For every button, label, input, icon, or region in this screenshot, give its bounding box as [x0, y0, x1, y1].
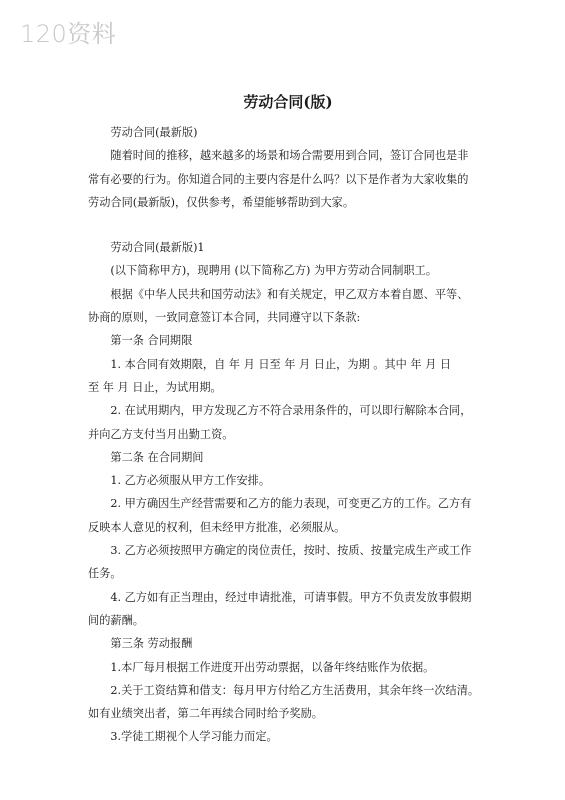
paragraph-line: (以下简称甲方)，现聘用 (以下简称乙方) 为甲方劳动合同制职工。 — [110, 264, 438, 278]
paragraph-line: 劳动合同(最新版)，仅供参考，希望能够帮助到大家。 — [88, 195, 355, 209]
paragraph-line: 反映本人意见的权利，但未经甲方批准，必须服从。 — [88, 520, 346, 534]
paragraph-line: 任务。 — [88, 567, 122, 581]
section-heading: 劳动合同(最新版)1 — [110, 241, 205, 255]
paragraph-line: 1. 乙方必须服从甲方工作安排。 — [110, 474, 271, 488]
paragraph-line: 随着时间的推移，越来越多的场景和场合需要用到合同，签订合同也是非 — [110, 149, 469, 163]
paragraph-line: 至 年 月 日止，为试用期。 — [88, 380, 222, 394]
paragraph-line: 协商的原则，一致同意签订本合同，共同遵守以下条款: — [88, 311, 361, 325]
paragraph-line: 1.本厂每月根据工作进度开出劳动票据，以备年终结账作为依据。 — [110, 660, 435, 674]
paragraph-line: 并向乙方支付当月出勤工资。 — [88, 427, 234, 441]
paragraph-line: 根据《中华人民共和国劳动法》和有关规定，甲乙双方本着自愿、平等、 — [110, 287, 469, 301]
paragraph-line: 常有必要的行为。你知道合同的主要内容是什么吗？以下是作者为大家收集的 — [88, 172, 469, 186]
paragraph-line: 2. 甲方确因生产经营需要和乙方的能力表现，可变更乙方的工作。乙方有 — [110, 497, 472, 511]
document-body — [88, 88, 488, 749]
article-heading: 第二条 在合同期间 — [110, 450, 204, 464]
paragraph-line: 间的薪酬。 — [88, 613, 144, 627]
paragraph-line: 2. 在试用期内，甲方发现乙方不符合录用条件的，可以即行解除本合同， — [110, 404, 472, 418]
paragraph-line: 3. 乙方必须按照甲方确定的岗位责任，按时、按质、按量完成生产或工作 — [110, 544, 472, 558]
article-heading: 第一条 合同期限 — [110, 334, 193, 348]
article-heading: 第三条 劳动报酬 — [110, 637, 193, 651]
paragraph-line: 4. 乙方如有正当理由，经过申请批准，可请事假。甲方不负责发放事假期 — [110, 590, 472, 604]
paragraph-line: 如有业绩突出者，第二年再续合同时给予奖励。 — [88, 707, 323, 721]
document-title: 劳动合同(版) — [243, 93, 333, 111]
paragraph-line: 3.学徒工期视个人学习能力而定。 — [110, 730, 278, 744]
watermark-logo: 120资料 — [20, 20, 117, 48]
paragraph-line: 劳动合同(最新版) — [110, 126, 198, 139]
paragraph-line: 1. 本合同有效期限，自 年 月 日至 年 月 日止，为期 。其中 年 月 日 — [110, 357, 452, 371]
paragraph-line: 2.关于工资结算和借支：每月甲方付给乙方生活费用，其余年终一次结清。 — [110, 683, 480, 697]
